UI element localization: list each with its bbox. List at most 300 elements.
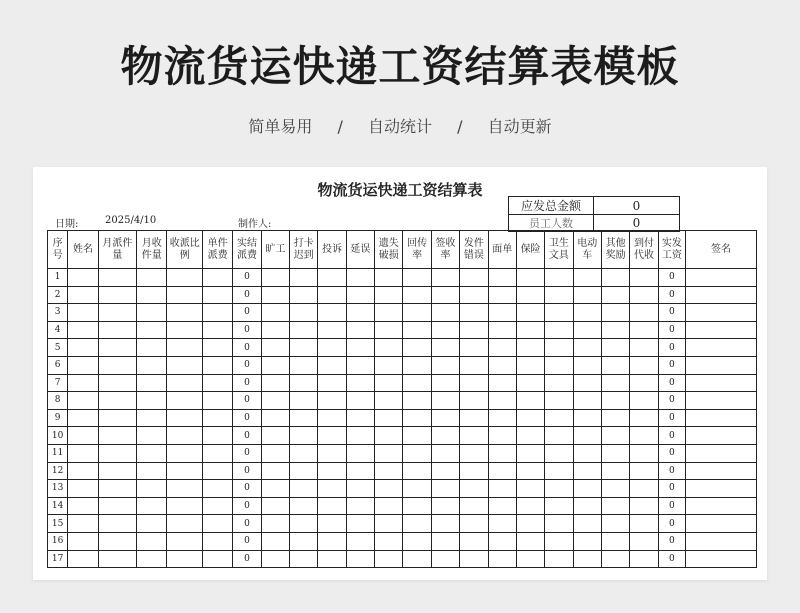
table-cell[interactable] [573, 550, 601, 568]
paid-fee-cell[interactable]: 0 [233, 515, 261, 533]
table-cell[interactable] [346, 339, 374, 357]
table-cell[interactable] [403, 304, 431, 322]
paid-fee-cell[interactable]: 0 [233, 339, 261, 357]
table-cell[interactable] [545, 427, 573, 445]
table-cell[interactable] [601, 374, 629, 392]
table-cell[interactable] [573, 497, 601, 515]
table-cell[interactable] [202, 356, 232, 374]
table-cell[interactable] [202, 462, 232, 480]
table-cell[interactable] [137, 356, 167, 374]
row-number-cell[interactable]: 3 [48, 304, 68, 322]
paid-fee-cell[interactable]: 0 [233, 286, 261, 304]
table-cell[interactable] [573, 515, 601, 533]
table-cell[interactable] [98, 515, 136, 533]
table-cell[interactable] [403, 515, 431, 533]
table-cell[interactable] [290, 515, 318, 533]
table-cell[interactable] [516, 427, 544, 445]
table-cell[interactable] [137, 374, 167, 392]
table-cell[interactable] [261, 374, 289, 392]
table-cell[interactable] [573, 532, 601, 550]
table-cell[interactable] [167, 339, 202, 357]
table-cell[interactable] [167, 392, 202, 410]
table-cell[interactable] [375, 497, 403, 515]
net-salary-cell[interactable]: 0 [658, 339, 685, 357]
table-cell[interactable] [167, 444, 202, 462]
table-cell[interactable] [488, 480, 516, 498]
table-cell[interactable] [290, 550, 318, 568]
table-cell[interactable] [318, 339, 346, 357]
net-salary-cell[interactable]: 0 [658, 321, 685, 339]
table-cell[interactable] [403, 321, 431, 339]
table-cell[interactable] [403, 392, 431, 410]
table-cell[interactable] [202, 515, 232, 533]
table-cell[interactable] [488, 444, 516, 462]
table-cell[interactable] [545, 444, 573, 462]
row-number-cell[interactable]: 16 [48, 532, 68, 550]
table-cell[interactable] [346, 286, 374, 304]
table-cell[interactable] [686, 356, 757, 374]
table-cell[interactable] [202, 427, 232, 445]
table-cell[interactable] [488, 339, 516, 357]
table-cell[interactable] [516, 392, 544, 410]
paid-fee-cell[interactable]: 0 [233, 480, 261, 498]
table-cell[interactable] [460, 515, 488, 533]
table-cell[interactable] [431, 462, 459, 480]
table-cell[interactable] [488, 550, 516, 568]
table-cell[interactable] [261, 497, 289, 515]
table-cell[interactable] [318, 550, 346, 568]
table-cell[interactable] [261, 550, 289, 568]
table-cell[interactable] [346, 444, 374, 462]
table-cell[interactable] [686, 392, 757, 410]
net-salary-cell[interactable]: 0 [658, 269, 685, 287]
paid-fee-cell[interactable]: 0 [233, 427, 261, 445]
table-cell[interactable] [545, 550, 573, 568]
table-cell[interactable] [261, 480, 289, 498]
table-cell[interactable] [403, 339, 431, 357]
table-cell[interactable] [516, 497, 544, 515]
row-number-cell[interactable]: 1 [48, 269, 68, 287]
table-cell[interactable] [630, 339, 658, 357]
table-cell[interactable] [318, 304, 346, 322]
table-cell[interactable] [290, 286, 318, 304]
table-cell[interactable] [545, 356, 573, 374]
table-cell[interactable] [68, 286, 98, 304]
table-cell[interactable] [98, 339, 136, 357]
table-cell[interactable] [261, 427, 289, 445]
table-cell[interactable] [686, 409, 757, 427]
row-number-cell[interactable]: 11 [48, 444, 68, 462]
table-cell[interactable] [460, 304, 488, 322]
table-cell[interactable] [686, 269, 757, 287]
table-cell[interactable] [202, 339, 232, 357]
table-cell[interactable] [202, 321, 232, 339]
net-salary-cell[interactable]: 0 [658, 462, 685, 480]
table-cell[interactable] [573, 427, 601, 445]
net-salary-cell[interactable]: 0 [658, 409, 685, 427]
net-salary-cell[interactable]: 0 [658, 427, 685, 445]
table-cell[interactable] [346, 480, 374, 498]
table-cell[interactable] [68, 480, 98, 498]
table-cell[interactable] [630, 515, 658, 533]
table-cell[interactable] [516, 269, 544, 287]
table-cell[interactable] [68, 321, 98, 339]
table-cell[interactable] [290, 444, 318, 462]
paid-fee-cell[interactable]: 0 [233, 409, 261, 427]
table-cell[interactable] [545, 480, 573, 498]
table-cell[interactable] [375, 304, 403, 322]
table-cell[interactable] [630, 304, 658, 322]
table-cell[interactable] [488, 269, 516, 287]
summary-value[interactable]: 0 [594, 215, 680, 232]
table-cell[interactable] [137, 392, 167, 410]
table-cell[interactable] [431, 550, 459, 568]
row-number-cell[interactable]: 2 [48, 286, 68, 304]
table-cell[interactable] [686, 321, 757, 339]
table-cell[interactable] [290, 374, 318, 392]
table-cell[interactable] [318, 374, 346, 392]
table-cell[interactable] [290, 321, 318, 339]
table-cell[interactable] [290, 532, 318, 550]
table-cell[interactable] [375, 444, 403, 462]
table-cell[interactable] [630, 497, 658, 515]
net-salary-cell[interactable]: 0 [658, 356, 685, 374]
table-cell[interactable] [318, 269, 346, 287]
table-cell[interactable] [431, 532, 459, 550]
row-number-cell[interactable]: 15 [48, 515, 68, 533]
table-cell[interactable] [431, 304, 459, 322]
table-cell[interactable] [573, 462, 601, 480]
table-cell[interactable] [98, 497, 136, 515]
table-cell[interactable] [601, 286, 629, 304]
table-cell[interactable] [488, 427, 516, 445]
table-cell[interactable] [431, 269, 459, 287]
table-cell[interactable] [403, 480, 431, 498]
table-cell[interactable] [318, 497, 346, 515]
table-cell[interactable] [460, 444, 488, 462]
table-cell[interactable] [346, 515, 374, 533]
table-cell[interactable] [516, 480, 544, 498]
table-cell[interactable] [137, 339, 167, 357]
table-cell[interactable] [137, 480, 167, 498]
table-cell[interactable] [137, 550, 167, 568]
table-cell[interactable] [318, 480, 346, 498]
table-cell[interactable] [516, 286, 544, 304]
table-cell[interactable] [346, 497, 374, 515]
table-cell[interactable] [98, 374, 136, 392]
table-cell[interactable] [375, 392, 403, 410]
table-cell[interactable] [431, 356, 459, 374]
table-cell[interactable] [202, 286, 232, 304]
table-cell[interactable] [686, 515, 757, 533]
row-number-cell[interactable]: 6 [48, 356, 68, 374]
table-cell[interactable] [375, 321, 403, 339]
table-cell[interactable] [601, 427, 629, 445]
table-cell[interactable] [167, 515, 202, 533]
table-cell[interactable] [630, 392, 658, 410]
table-cell[interactable] [431, 427, 459, 445]
table-cell[interactable] [431, 497, 459, 515]
table-cell[interactable] [202, 444, 232, 462]
table-cell[interactable] [630, 321, 658, 339]
table-cell[interactable] [137, 321, 167, 339]
table-cell[interactable] [573, 304, 601, 322]
table-cell[interactable] [167, 427, 202, 445]
table-cell[interactable] [686, 427, 757, 445]
table-cell[interactable] [516, 462, 544, 480]
table-cell[interactable] [137, 462, 167, 480]
table-cell[interactable] [630, 462, 658, 480]
table-cell[interactable] [630, 444, 658, 462]
table-cell[interactable] [98, 532, 136, 550]
table-cell[interactable] [601, 515, 629, 533]
table-cell[interactable] [686, 532, 757, 550]
table-cell[interactable] [686, 374, 757, 392]
table-cell[interactable] [290, 339, 318, 357]
paid-fee-cell[interactable]: 0 [233, 392, 261, 410]
table-cell[interactable] [601, 480, 629, 498]
table-cell[interactable] [290, 497, 318, 515]
table-cell[interactable] [98, 427, 136, 445]
table-cell[interactable] [375, 409, 403, 427]
table-cell[interactable] [488, 356, 516, 374]
table-cell[interactable] [167, 356, 202, 374]
table-cell[interactable] [630, 550, 658, 568]
date-value[interactable]: 2025/4/10 [105, 215, 157, 226]
table-cell[interactable] [573, 339, 601, 357]
table-cell[interactable] [573, 286, 601, 304]
table-cell[interactable] [460, 497, 488, 515]
table-cell[interactable] [460, 532, 488, 550]
table-cell[interactable] [318, 392, 346, 410]
table-cell[interactable] [261, 515, 289, 533]
table-cell[interactable] [431, 480, 459, 498]
table-cell[interactable] [601, 304, 629, 322]
table-cell[interactable] [261, 532, 289, 550]
table-cell[interactable] [261, 462, 289, 480]
table-cell[interactable] [601, 444, 629, 462]
table-cell[interactable] [403, 550, 431, 568]
table-cell[interactable] [431, 392, 459, 410]
table-cell[interactable] [545, 269, 573, 287]
table-cell[interactable] [545, 497, 573, 515]
table-cell[interactable] [98, 550, 136, 568]
table-cell[interactable] [202, 374, 232, 392]
table-cell[interactable] [261, 392, 289, 410]
paid-fee-cell[interactable]: 0 [233, 532, 261, 550]
table-cell[interactable] [318, 462, 346, 480]
table-cell[interactable] [460, 356, 488, 374]
paid-fee-cell[interactable]: 0 [233, 269, 261, 287]
table-cell[interactable] [403, 409, 431, 427]
table-cell[interactable] [261, 444, 289, 462]
table-cell[interactable] [573, 374, 601, 392]
table-cell[interactable] [460, 321, 488, 339]
row-number-cell[interactable]: 4 [48, 321, 68, 339]
table-cell[interactable] [601, 550, 629, 568]
table-cell[interactable] [403, 427, 431, 445]
table-cell[interactable] [488, 286, 516, 304]
table-cell[interactable] [98, 480, 136, 498]
table-cell[interactable] [516, 321, 544, 339]
table-cell[interactable] [488, 462, 516, 480]
table-cell[interactable] [630, 480, 658, 498]
table-cell[interactable] [573, 444, 601, 462]
table-cell[interactable] [630, 409, 658, 427]
net-salary-cell[interactable]: 0 [658, 532, 685, 550]
table-cell[interactable] [516, 374, 544, 392]
table-cell[interactable] [488, 409, 516, 427]
table-cell[interactable] [375, 515, 403, 533]
table-cell[interactable] [516, 532, 544, 550]
table-cell[interactable] [488, 497, 516, 515]
table-cell[interactable] [545, 462, 573, 480]
table-cell[interactable] [375, 286, 403, 304]
table-cell[interactable] [137, 304, 167, 322]
table-cell[interactable] [68, 409, 98, 427]
table-cell[interactable] [545, 339, 573, 357]
paid-fee-cell[interactable]: 0 [233, 550, 261, 568]
table-cell[interactable] [686, 304, 757, 322]
table-cell[interactable] [403, 269, 431, 287]
table-cell[interactable] [98, 356, 136, 374]
table-cell[interactable] [375, 462, 403, 480]
table-cell[interactable] [346, 304, 374, 322]
table-cell[interactable] [375, 532, 403, 550]
table-cell[interactable] [516, 339, 544, 357]
table-cell[interactable] [630, 286, 658, 304]
table-cell[interactable] [686, 550, 757, 568]
table-cell[interactable] [68, 497, 98, 515]
table-cell[interactable] [68, 427, 98, 445]
table-cell[interactable] [460, 462, 488, 480]
table-cell[interactable] [516, 444, 544, 462]
net-salary-cell[interactable]: 0 [658, 444, 685, 462]
table-cell[interactable] [545, 304, 573, 322]
table-cell[interactable] [98, 304, 136, 322]
paid-fee-cell[interactable]: 0 [233, 462, 261, 480]
net-salary-cell[interactable]: 0 [658, 497, 685, 515]
table-cell[interactable] [167, 269, 202, 287]
table-cell[interactable] [318, 286, 346, 304]
table-cell[interactable] [137, 427, 167, 445]
table-cell[interactable] [167, 321, 202, 339]
table-cell[interactable] [202, 304, 232, 322]
net-salary-cell[interactable]: 0 [658, 392, 685, 410]
table-cell[interactable] [460, 409, 488, 427]
table-cell[interactable] [318, 515, 346, 533]
table-cell[interactable] [375, 550, 403, 568]
table-cell[interactable] [137, 515, 167, 533]
table-cell[interactable] [686, 444, 757, 462]
table-cell[interactable] [601, 532, 629, 550]
row-number-cell[interactable]: 9 [48, 409, 68, 427]
table-cell[interactable] [403, 356, 431, 374]
table-cell[interactable] [431, 374, 459, 392]
table-cell[interactable] [137, 409, 167, 427]
table-cell[interactable] [460, 550, 488, 568]
table-cell[interactable] [346, 427, 374, 445]
table-cell[interactable] [290, 480, 318, 498]
table-cell[interactable] [686, 339, 757, 357]
table-cell[interactable] [261, 286, 289, 304]
table-cell[interactable] [601, 339, 629, 357]
row-number-cell[interactable]: 8 [48, 392, 68, 410]
table-cell[interactable] [202, 480, 232, 498]
table-cell[interactable] [601, 409, 629, 427]
table-cell[interactable] [98, 321, 136, 339]
table-cell[interactable] [261, 339, 289, 357]
table-cell[interactable] [403, 497, 431, 515]
row-number-cell[interactable]: 10 [48, 427, 68, 445]
table-cell[interactable] [98, 409, 136, 427]
table-cell[interactable] [167, 286, 202, 304]
table-cell[interactable] [630, 427, 658, 445]
table-cell[interactable] [516, 409, 544, 427]
table-cell[interactable] [545, 515, 573, 533]
table-cell[interactable] [431, 321, 459, 339]
table-cell[interactable] [403, 462, 431, 480]
table-cell[interactable] [318, 532, 346, 550]
table-cell[interactable] [318, 321, 346, 339]
row-number-cell[interactable]: 12 [48, 462, 68, 480]
table-cell[interactable] [601, 356, 629, 374]
table-cell[interactable] [431, 409, 459, 427]
table-cell[interactable] [202, 550, 232, 568]
table-cell[interactable] [375, 427, 403, 445]
table-cell[interactable] [346, 374, 374, 392]
table-cell[interactable] [68, 374, 98, 392]
table-cell[interactable] [68, 269, 98, 287]
table-cell[interactable] [516, 515, 544, 533]
table-cell[interactable] [686, 480, 757, 498]
table-cell[interactable] [202, 409, 232, 427]
table-cell[interactable] [68, 515, 98, 533]
table-cell[interactable] [167, 532, 202, 550]
net-salary-cell[interactable]: 0 [658, 374, 685, 392]
table-cell[interactable] [431, 339, 459, 357]
table-cell[interactable] [290, 269, 318, 287]
table-cell[interactable] [68, 304, 98, 322]
table-cell[interactable] [98, 269, 136, 287]
table-cell[interactable] [98, 444, 136, 462]
table-cell[interactable] [403, 374, 431, 392]
table-cell[interactable] [290, 462, 318, 480]
table-cell[interactable] [98, 392, 136, 410]
table-cell[interactable] [346, 356, 374, 374]
table-cell[interactable] [573, 480, 601, 498]
table-cell[interactable] [545, 374, 573, 392]
table-cell[interactable] [488, 374, 516, 392]
row-number-cell[interactable]: 13 [48, 480, 68, 498]
table-cell[interactable] [375, 480, 403, 498]
row-number-cell[interactable]: 17 [48, 550, 68, 568]
net-salary-cell[interactable]: 0 [658, 304, 685, 322]
net-salary-cell[interactable]: 0 [658, 286, 685, 304]
row-number-cell[interactable]: 14 [48, 497, 68, 515]
paid-fee-cell[interactable]: 0 [233, 497, 261, 515]
table-cell[interactable] [98, 462, 136, 480]
table-cell[interactable] [68, 392, 98, 410]
table-cell[interactable] [545, 392, 573, 410]
table-cell[interactable] [488, 392, 516, 410]
table-cell[interactable] [488, 532, 516, 550]
table-cell[interactable] [431, 444, 459, 462]
table-cell[interactable] [318, 427, 346, 445]
table-cell[interactable] [137, 269, 167, 287]
table-cell[interactable] [460, 427, 488, 445]
table-cell[interactable] [516, 304, 544, 322]
